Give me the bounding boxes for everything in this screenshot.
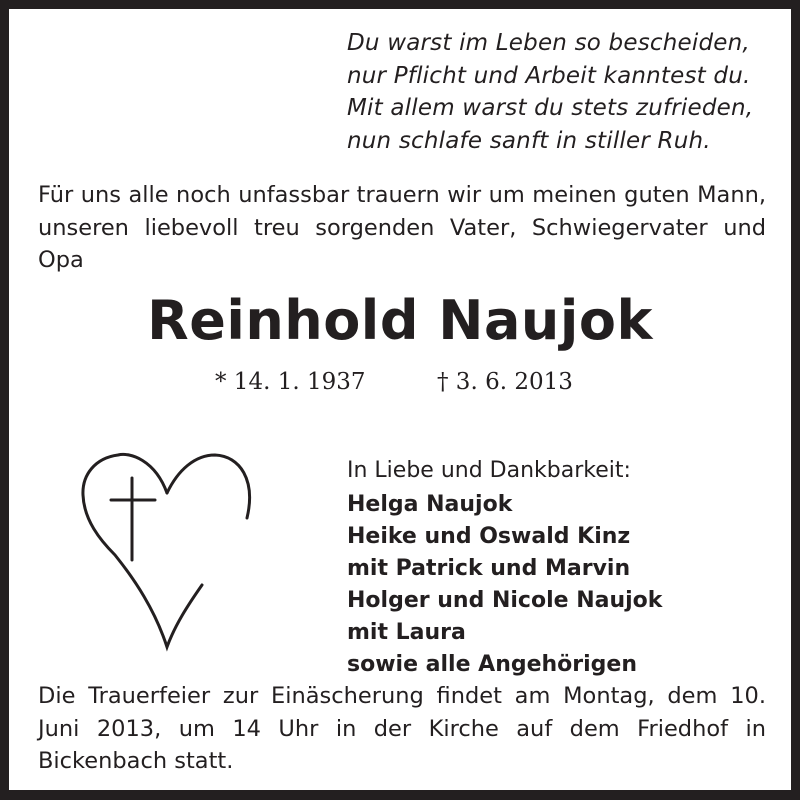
mourner: sowie alle Angehörigen xyxy=(347,652,638,677)
birth-date: * 14. 1. 1937 xyxy=(215,369,366,395)
mourner: Holger und Nicole Naujok xyxy=(347,588,663,613)
obituary-notice xyxy=(9,9,791,790)
intro-text: Für uns alle noch unfassbar trauern wir um meinen guten Mann, unseren liebevoll treu sorgenden Vater, Schwiegervater und Opa xyxy=(38,182,766,273)
mourner: mit Patrick und Marvin xyxy=(347,556,631,581)
mourners-list xyxy=(347,489,662,681)
death-date: † 3. 6. 2013 xyxy=(437,369,573,395)
heart-with-cross-icon xyxy=(0,0,300,700)
poem-line: nun schlafe sanft in stiller Ruh. xyxy=(347,127,711,154)
poem-line: Du warst im Leben so bescheiden, xyxy=(347,30,750,56)
memorial-poem xyxy=(347,27,753,157)
thanks-heading: In Liebe und Dankbarkeit: xyxy=(347,458,631,483)
funeral-info: Die Trauerfeier zur Einäscherung findet am Montag, dem 10. Juni 2013, um 14 Uhr in der Kirche auf dem Friedhof in Bickenbach statt. xyxy=(38,683,766,774)
mourner: Helga Naujok xyxy=(347,492,513,517)
mourner: mit Laura xyxy=(347,620,466,645)
poem-line: Mit allem warst du stets zufrieden, xyxy=(347,95,754,121)
deceased-name: Reinhold Naujok xyxy=(147,289,653,352)
mourner: Heike und Oswald Kinz xyxy=(347,524,631,549)
poem-line: nur Pflicht und Arbeit kanntest du. xyxy=(347,62,751,89)
